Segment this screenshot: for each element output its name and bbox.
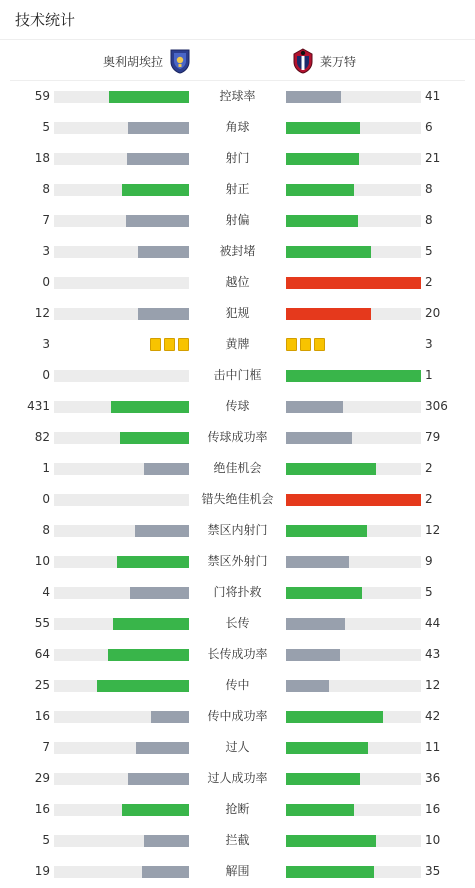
home-stat-bar-track	[54, 432, 189, 444]
home-stat-bar-track	[54, 463, 189, 475]
away-stat-value: 2	[425, 275, 433, 289]
stat-label: 射正	[225, 182, 250, 196]
yellow-card-icon	[164, 338, 175, 351]
stat-row	[0, 391, 475, 422]
away-stat-bar-track	[286, 711, 421, 723]
stat-label: 绝佳机会	[213, 461, 262, 475]
away-team-crest-icon	[292, 48, 314, 74]
away-stat-bar-fill	[286, 308, 371, 320]
home-stat-value: 0	[42, 275, 50, 289]
away-stat-bar-fill	[286, 91, 341, 103]
away-stat-value: 12	[425, 523, 441, 537]
away-stat-bar-track	[286, 215, 421, 227]
home-stat-value: 3	[42, 244, 50, 258]
away-stat-value: 42	[425, 709, 441, 723]
home-stat-bar-track	[54, 618, 189, 630]
away-team[interactable]	[292, 48, 356, 74]
away-stat-bar-track	[286, 835, 421, 847]
home-stat-value: 5	[42, 120, 50, 134]
home-stat-bar-fill	[136, 742, 189, 754]
home-stat-bar-track	[54, 587, 189, 599]
away-stat-bar-fill	[286, 184, 354, 196]
away-stat-bar-track	[286, 680, 421, 692]
home-stat-bar-track	[54, 184, 189, 196]
away-stat-value: 44	[425, 616, 441, 630]
home-stat-value: 55	[34, 616, 50, 630]
home-stat-bar-fill	[127, 153, 189, 165]
home-stat-value: 0	[42, 492, 50, 506]
away-yellow-cards	[286, 338, 328, 351]
home-stat-value: 82	[34, 430, 50, 444]
stat-label: 禁区内射门	[207, 523, 268, 537]
away-stat-value: 21	[425, 151, 441, 165]
home-stat-value: 8	[42, 523, 50, 537]
stat-label: 长传成功率	[207, 647, 268, 661]
home-stat-value: 7	[42, 740, 50, 754]
stat-row	[0, 174, 475, 205]
away-stat-value: 8	[425, 182, 433, 196]
away-stat-value: 5	[425, 585, 433, 599]
away-stat-value: 41	[425, 89, 441, 103]
stat-row	[0, 701, 475, 732]
stat-label: 传中成功率	[207, 709, 268, 723]
stat-label: 射偏	[225, 213, 250, 227]
home-stat-value: 19	[34, 864, 50, 878]
home-stat-value: 18	[34, 151, 50, 165]
stat-row	[0, 236, 475, 267]
away-stat-bar-fill	[286, 711, 383, 723]
away-stat-value: 11	[425, 740, 441, 754]
stat-label: 传球成功率	[207, 430, 268, 444]
away-stat-value: 5	[425, 244, 433, 258]
yellow-card-icon	[150, 338, 161, 351]
yellow-card-icon	[314, 338, 325, 351]
home-stat-value: 0	[42, 368, 50, 382]
away-stat-bar-fill	[286, 463, 376, 475]
stat-label: 长传	[225, 616, 250, 630]
away-stat-bar-track	[286, 742, 421, 754]
stat-row	[0, 360, 475, 391]
stat-row	[0, 267, 475, 298]
home-stat-bar-fill	[97, 680, 189, 692]
stat-row	[0, 577, 475, 608]
stat-row	[0, 298, 475, 329]
page-header	[0, 0, 475, 40]
away-stat-bar-fill	[286, 494, 421, 506]
home-stat-bar-fill	[126, 215, 189, 227]
home-stat-bar-fill	[128, 773, 189, 785]
stat-row	[0, 825, 475, 856]
home-stat-bar-track	[54, 835, 189, 847]
away-stat-bar-fill	[286, 153, 359, 165]
away-stat-value: 306	[425, 399, 448, 413]
away-stat-value: 20	[425, 306, 441, 320]
home-stat-value: 5	[42, 833, 50, 847]
away-stat-bar-track	[286, 866, 421, 878]
home-stat-value: 10	[34, 554, 50, 568]
stat-label: 击中门框	[213, 368, 262, 382]
home-stat-bar-fill	[108, 649, 189, 661]
stat-label: 传中	[225, 678, 250, 692]
home-stat-bar-track	[54, 153, 189, 165]
stat-row	[0, 484, 475, 515]
home-stat-bar-track	[54, 122, 189, 134]
away-stat-bar-fill	[286, 246, 371, 258]
stat-label: 门将扑救	[213, 585, 262, 599]
away-stat-value: 12	[425, 678, 441, 692]
away-stat-bar-track	[286, 370, 421, 382]
stat-row	[0, 670, 475, 701]
home-stat-bar-track	[54, 556, 189, 568]
away-stat-value: 79	[425, 430, 441, 444]
home-stat-value: 7	[42, 213, 50, 227]
home-stat-bar-fill	[144, 463, 189, 475]
away-stat-value: 6	[425, 120, 433, 134]
stat-row	[0, 608, 475, 639]
stat-label: 射门	[225, 151, 250, 165]
home-stat-value: 64	[34, 647, 50, 661]
stat-row	[0, 81, 475, 112]
stat-row	[0, 143, 475, 174]
home-stat-value: 3	[42, 337, 50, 351]
away-stat-bar-fill	[286, 804, 354, 816]
stat-row	[0, 205, 475, 236]
away-stat-bar-fill	[286, 432, 352, 444]
home-stat-bar-track	[54, 649, 189, 661]
home-team-name: 奥利胡埃拉	[102, 54, 163, 69]
away-stat-value: 3	[425, 337, 433, 351]
stat-row	[0, 732, 475, 763]
home-stat-bar-fill	[122, 184, 190, 196]
home-stat-bar-track	[54, 401, 189, 413]
home-stat-bar-track	[54, 246, 189, 258]
home-stat-bar-fill	[151, 711, 189, 723]
away-stat-bar-fill	[286, 618, 345, 630]
stat-row	[0, 856, 475, 887]
away-stat-bar-fill	[286, 649, 340, 661]
home-stat-value: 25	[34, 678, 50, 692]
away-stat-bar-track	[286, 618, 421, 630]
stat-label: 错失绝佳机会	[201, 492, 274, 506]
away-stat-bar-track	[286, 184, 421, 196]
home-stat-bar-track	[54, 370, 189, 382]
away-stat-bar-fill	[286, 556, 349, 568]
away-stat-bar-track	[286, 804, 421, 816]
stat-label: 被封堵	[219, 244, 256, 258]
home-stat-value: 16	[34, 709, 50, 723]
away-stat-bar-fill	[286, 401, 343, 413]
away-stat-bar-fill	[286, 773, 360, 785]
home-stat-bar-fill	[138, 308, 189, 320]
away-stat-bar-track	[286, 556, 421, 568]
away-stat-bar-fill	[286, 587, 362, 599]
away-team-name: 莱万特	[320, 54, 357, 69]
stat-row	[0, 515, 475, 546]
home-stat-bar-fill	[142, 866, 189, 878]
home-stat-bar-fill	[130, 587, 189, 599]
home-stat-bar-fill	[144, 835, 189, 847]
stat-row	[0, 546, 475, 577]
yellow-card-icon	[286, 338, 297, 351]
home-stat-value: 4	[42, 585, 50, 599]
away-stat-value: 2	[425, 492, 433, 506]
away-stat-bar-track	[286, 401, 421, 413]
page-title: 技术统计	[15, 11, 76, 29]
home-stat-value: 12	[34, 306, 50, 320]
home-stat-bar-track	[54, 91, 189, 103]
home-stat-bar-fill	[120, 432, 189, 444]
away-stat-bar-track	[286, 122, 421, 134]
away-stat-value: 10	[425, 833, 441, 847]
away-stat-bar-track	[286, 494, 421, 506]
away-stat-bar-track	[286, 463, 421, 475]
home-stat-bar-fill	[109, 91, 189, 103]
away-stat-value: 1	[425, 368, 433, 382]
away-stat-bar-track	[286, 91, 421, 103]
stat-label: 传球	[225, 399, 250, 413]
home-stat-bar-track	[54, 525, 189, 537]
away-stat-bar-track	[286, 773, 421, 785]
away-stat-value: 35	[425, 864, 441, 878]
home-stat-value: 16	[34, 802, 50, 816]
home-stat-bar-track	[54, 308, 189, 320]
stat-label: 控球率	[219, 89, 256, 103]
home-stat-bar-fill	[128, 122, 189, 134]
stat-label: 过人成功率	[207, 771, 268, 785]
away-stat-value: 8	[425, 213, 433, 227]
stat-label: 黄牌	[225, 337, 250, 351]
stat-label: 角球	[225, 120, 250, 134]
away-stat-bar-fill	[286, 835, 376, 847]
away-stat-bar-track	[286, 649, 421, 661]
home-stat-bar-track	[54, 742, 189, 754]
away-stat-bar-fill	[286, 525, 367, 537]
home-stat-bar-track	[54, 773, 189, 785]
home-stat-value: 431	[27, 399, 50, 413]
teams-header	[10, 40, 465, 81]
away-stat-bar-track	[286, 308, 421, 320]
away-stat-bar-fill	[286, 680, 329, 692]
home-stat-bar-track	[54, 680, 189, 692]
stat-label: 犯规	[225, 306, 250, 320]
home-stat-value: 1	[42, 461, 50, 475]
stat-row	[0, 453, 475, 484]
stat-label: 过人	[225, 740, 250, 754]
stat-row	[0, 329, 475, 360]
away-stat-value: 2	[425, 461, 433, 475]
home-stat-bar-track	[54, 215, 189, 227]
home-stat-bar-fill	[111, 401, 189, 413]
away-stat-bar-fill	[286, 277, 421, 289]
away-stat-bar-track	[286, 277, 421, 289]
away-stat-bar-track	[286, 246, 421, 258]
stat-row	[0, 794, 475, 825]
away-stat-value: 9	[425, 554, 433, 568]
stats-table	[0, 81, 475, 887]
yellow-card-icon	[178, 338, 189, 351]
home-team-crest-icon	[169, 48, 191, 74]
away-stat-bar-track	[286, 153, 421, 165]
home-yellow-cards	[147, 338, 189, 351]
away-stat-bar-fill	[286, 866, 374, 878]
stat-label: 禁区外射门	[207, 554, 268, 568]
away-stat-bar-track	[286, 432, 421, 444]
stat-row	[0, 112, 475, 143]
away-stat-bar-fill	[286, 742, 368, 754]
stat-row	[0, 422, 475, 453]
home-stat-bar-track	[54, 711, 189, 723]
away-stat-value: 36	[425, 771, 441, 785]
home-stat-value: 8	[42, 182, 50, 196]
home-stat-bar-track	[54, 866, 189, 878]
home-stat-bar-fill	[117, 556, 189, 568]
yellow-card-icon	[300, 338, 311, 351]
home-stat-bar-track	[54, 277, 189, 289]
away-stat-bar-fill	[286, 370, 421, 382]
home-stat-value: 59	[34, 89, 50, 103]
stat-label: 解围	[225, 864, 250, 878]
stat-label: 抢断	[225, 802, 250, 816]
stat-label: 越位	[225, 275, 250, 289]
home-stat-bar-fill	[135, 525, 189, 537]
home-team[interactable]	[103, 48, 191, 74]
away-stat-bar-fill	[286, 215, 358, 227]
home-stat-bar-track	[54, 494, 189, 506]
stat-label: 拦截	[225, 833, 250, 847]
away-stat-bar-fill	[286, 122, 360, 134]
home-stat-bar-track	[54, 804, 189, 816]
stat-row	[0, 763, 475, 794]
home-stat-bar-fill	[113, 618, 189, 630]
home-stat-value: 29	[34, 771, 50, 785]
away-stat-value: 43	[425, 647, 441, 661]
home-stat-bar-fill	[122, 804, 190, 816]
stat-row	[0, 639, 475, 670]
away-stat-bar-track	[286, 587, 421, 599]
home-stat-bar-fill	[138, 246, 189, 258]
away-stat-bar-track	[286, 525, 421, 537]
away-stat-value: 16	[425, 802, 441, 816]
